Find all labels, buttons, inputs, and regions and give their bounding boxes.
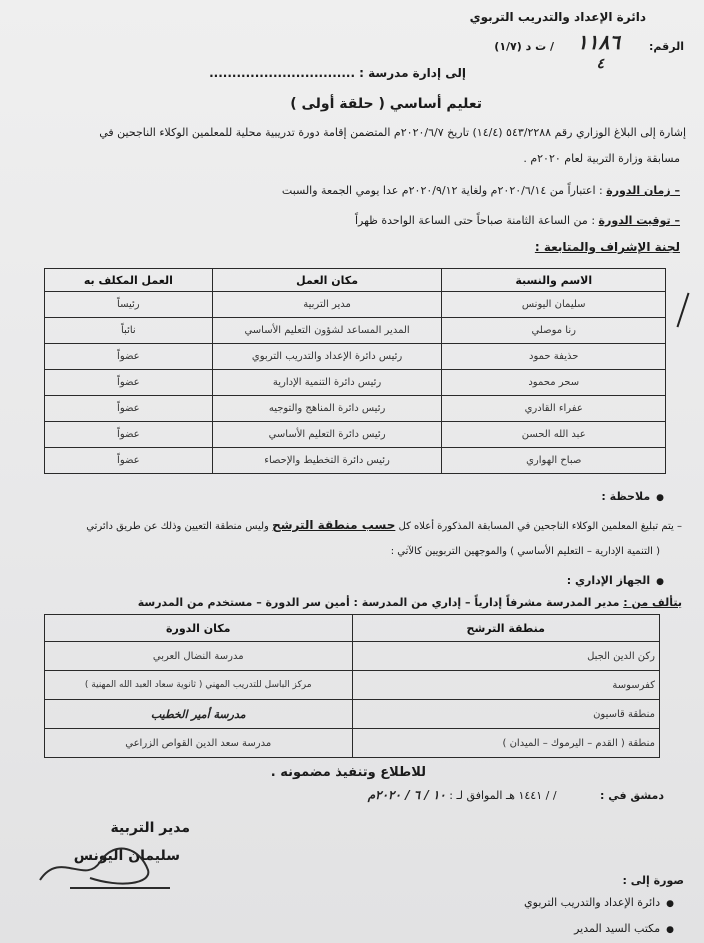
note-line-1b: وليس منطقة التعيين وذلك عن طريق دائرتي <box>86 521 269 532</box>
course-time-label: – توقيت الدورة <box>599 214 680 227</box>
member-name: صباح الهواري <box>442 448 666 474</box>
ref-suffix: / ت د (١/٧) <box>494 40 554 53</box>
table-row <box>45 642 660 671</box>
committee-title: لجنة الإشراف والمتابعة : <box>534 240 680 254</box>
date-city: دمشق في : <box>600 789 664 802</box>
column-header: الاسم والنسبة <box>442 269 666 292</box>
member-name: عبد الله الحسن <box>442 422 666 448</box>
course-location: مدرسة سعد الدين القواص الزراعي <box>45 729 353 758</box>
nomination-area: منطقة ( القدم – اليرموك – الميدان ) <box>352 729 660 758</box>
department-name: دائرة الإعداد والتدريب التربوي <box>469 10 646 24</box>
table-row <box>45 671 660 700</box>
course-date-value: : اعتباراً من ٢٠٢٠/٦/١٤م ولغاية ٢٠٢٠/٩/١٢م عدا يومي الجمعة والسبت <box>281 184 603 197</box>
nomination-area: منطقة قاسيون <box>352 700 660 729</box>
table-row <box>45 318 666 344</box>
member-workplace: المدير المساعد لشؤون التعليم الأساسي <box>212 318 442 344</box>
signature-title: مدير التربية <box>110 820 190 836</box>
member-workplace: رئيس دائرة التعليم الأساسي <box>212 422 442 448</box>
member-name: حذيفة حمود <box>442 344 666 370</box>
member-role: عضواً <box>45 370 213 396</box>
column-header: العمل المكلف به <box>45 269 213 292</box>
ref-extra: ٤ <box>596 56 604 72</box>
member-name: سليمان اليونس <box>442 292 666 318</box>
copy-item: ● دائرة الإعداد والتدريب التربوي <box>524 896 674 909</box>
date-gregorian: ١٠ / ٦ / ٢٠٢٠م <box>367 788 446 802</box>
member-role: عضواً <box>45 448 213 474</box>
course-location: مدرسة النضال العربي <box>45 642 353 671</box>
nomination-area: ركن الدين الجبل <box>352 642 660 671</box>
intro-line-1: إشارة إلى البلاغ الوزاري رقم ٥٤٣/٢٢٨٨ (١٤/٤) تاريخ ٢٠٢٠/٦/٧م المتضمن إقامة دورة تدريبية محلية للمعلمين الوكلاء الناجحين في <box>99 126 686 139</box>
member-role: عضواً <box>45 422 213 448</box>
locations-header-row <box>45 615 660 642</box>
column-header: مكان الدورة <box>45 615 353 642</box>
signature-name: سليمان اليونس <box>73 848 180 864</box>
table-row <box>45 448 666 474</box>
member-workplace: رئيس دائرة المناهج والتوجيه <box>212 396 442 422</box>
course-date-label: – زمان الدورة <box>606 184 680 197</box>
closing-line: للاطلاع وتنفيذ مضمونه . <box>270 765 426 780</box>
handwritten-signature <box>30 840 180 895</box>
subject: تعليم أساسي ( حلقة أولى ) <box>290 96 482 112</box>
table-row <box>45 344 666 370</box>
course-location: مركز الباسل للتدريب المهني ( ثانوية سعاد العبد الله المهنية ) <box>45 671 353 700</box>
ref-number: ١١٨٦ <box>577 30 620 54</box>
member-role: عضواً <box>45 396 213 422</box>
admin-consists-label: يتألف من : <box>623 596 682 609</box>
member-workplace: رئيس دائرة التخطيط والإحصاء <box>212 448 442 474</box>
member-name: رنا موصلي <box>442 318 666 344</box>
member-workplace: رئيس دائرة الإعداد والتدريب التربوي <box>212 344 442 370</box>
locations-table <box>44 614 660 758</box>
committee-table <box>44 268 666 474</box>
member-name: سحر محمود <box>442 370 666 396</box>
course-location: مدرسة أمير الخطيب <box>45 700 353 729</box>
member-workplace: رئيس دائرة التنمية الإدارية <box>212 370 442 396</box>
member-role: عضواً <box>45 344 213 370</box>
note-line-1a: – يتم تبليغ المعلمين الوكلاء الناجحين في المسابقة المذكورة أعلاه كل <box>399 521 682 532</box>
intro-line-2: مسابقة وزارة التربية لعام ٢٠٢٠م . <box>523 152 680 165</box>
note-title: ● ملاحظة : <box>601 490 664 503</box>
margin-pen-mark <box>676 293 689 328</box>
table-row <box>45 370 666 396</box>
member-name: عفراء القادري <box>442 396 666 422</box>
admin-items: مدير المدرسة مشرفاً إدارياً – إداري من المدرسة : أمين سر الدورة – مستخدم من المدرسة <box>137 596 620 609</box>
column-header: منطقة الترشح <box>352 615 660 642</box>
admin-title: ● الجهاز الإداري : <box>567 574 664 587</box>
member-role: رئيساً <box>45 292 213 318</box>
table-row <box>45 396 666 422</box>
copy-item: ● مكتب السيد المدير <box>574 922 674 935</box>
ref-label: الرقم: <box>649 40 684 53</box>
member-workplace: مدير التربية <box>212 292 442 318</box>
table-row <box>45 729 660 758</box>
member-role: نائباً <box>45 318 213 344</box>
addressee: إلى إدارة مدرسة : ................................ <box>209 66 466 80</box>
committee-header-row <box>45 269 666 292</box>
date-hijri: / / ١٤٤١ هـ الموافق لـ : <box>449 789 557 802</box>
table-row <box>45 292 666 318</box>
copy-title: صورة إلى : <box>622 874 684 887</box>
note-emphasis: حسب منطقة الترشح <box>272 518 396 532</box>
table-row <box>45 422 666 448</box>
course-time-value: : من الساعة الثامنة صباحاً حتى الساعة الواحدة ظهراً <box>354 214 596 227</box>
note-line-2: ( التنمية الإدارية – التعليم الأساسي ) والموجهين التربويين كالآتي : <box>390 546 660 557</box>
nomination-area: كفرسوسة <box>352 671 660 700</box>
column-header: مكان العمل <box>212 269 442 292</box>
table-row <box>45 700 660 729</box>
